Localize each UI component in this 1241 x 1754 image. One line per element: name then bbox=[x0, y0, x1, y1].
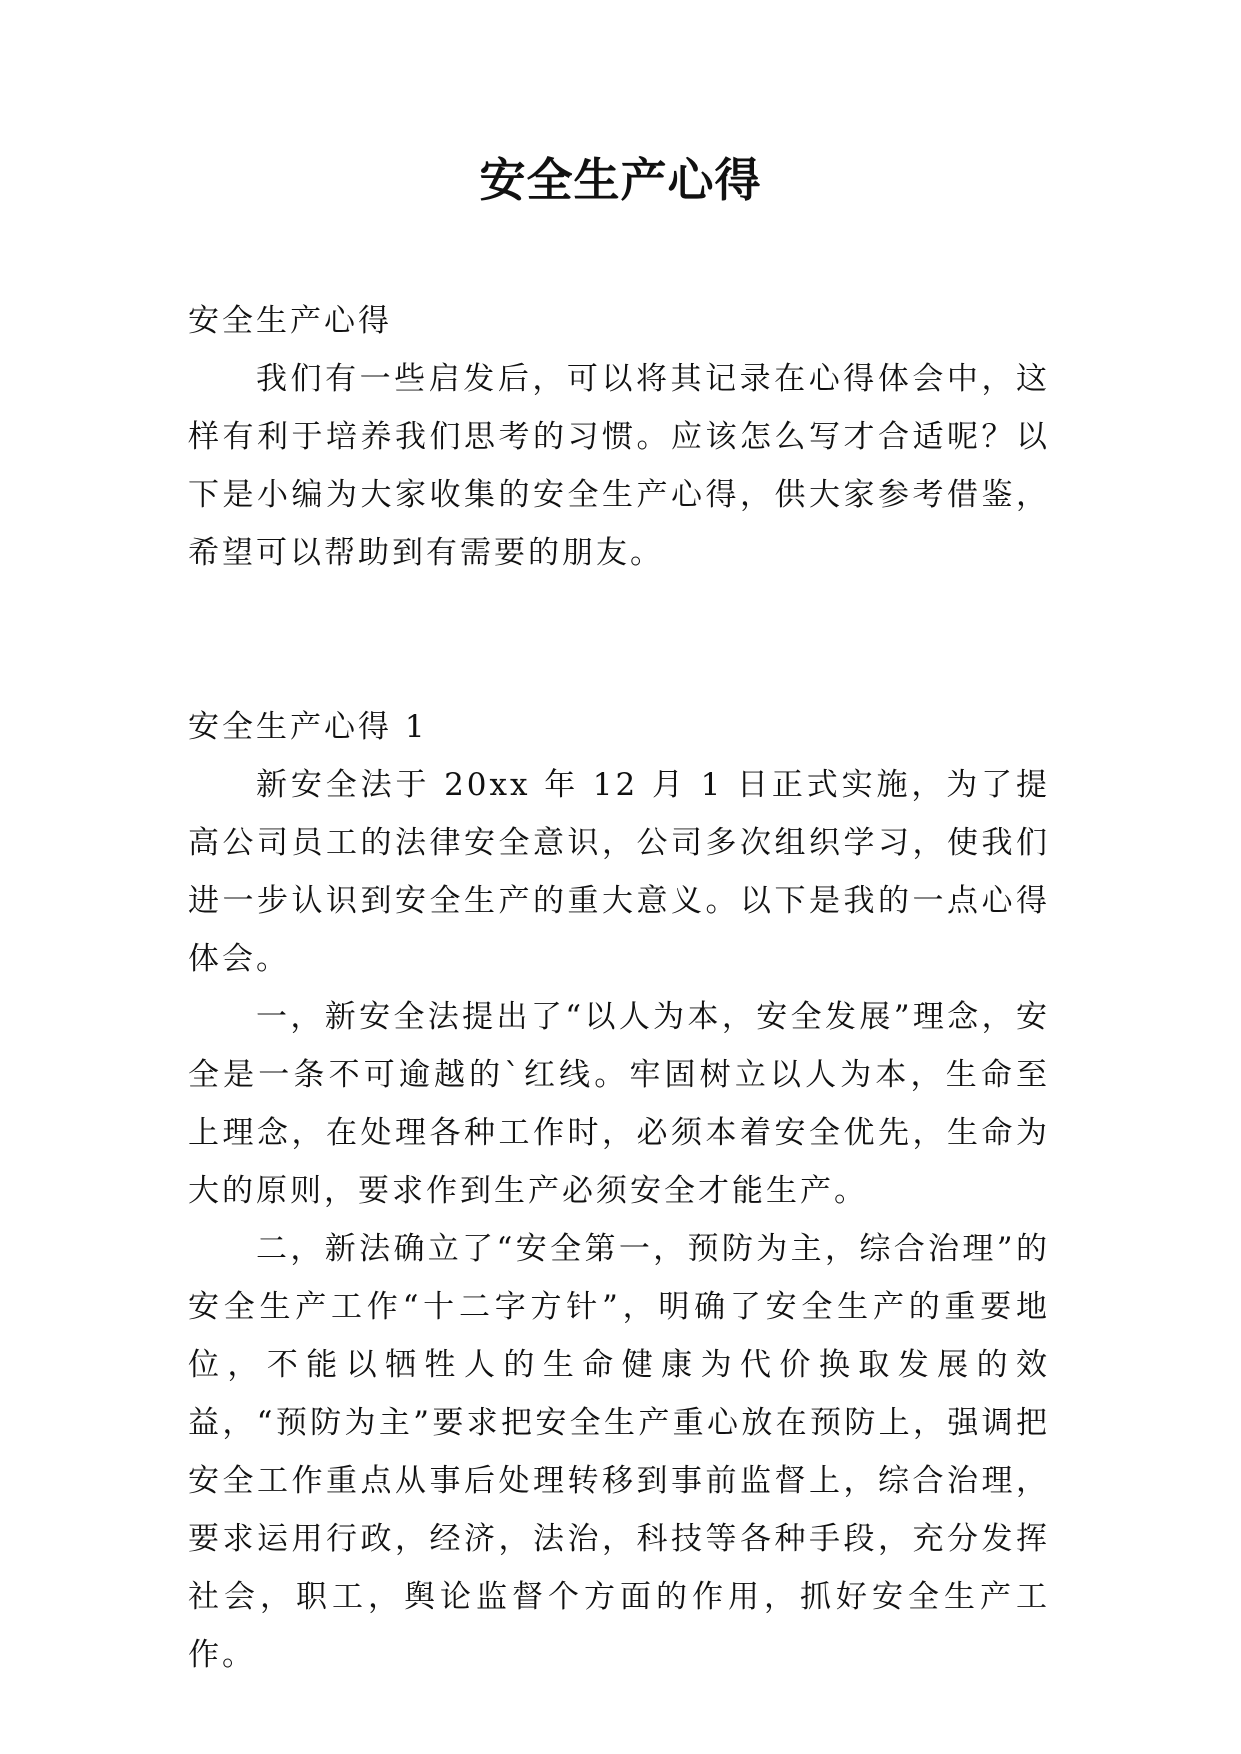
section1-paragraph-2: 一，新安全法提出了“以人为本，安全发展”理念，安全是一条不可逾越的`红线。牢固树立以人为本，生命至上理念，在处理各种工作时，必须本着安全优先，生命为大的原则，要求作到生产必须安全才能生产。 bbox=[188, 999, 1050, 1209]
section1-paragraph-1: 新安全法于 20xx 年 12 月 1 日正式实施，为了提高公司员工的法律安全意识，公司多次组织学习，使我们进一步认识到安全生产的重大意义。以下是我的一点心得体会。 bbox=[188, 767, 1050, 977]
section1-heading: 安全生产心得 1 bbox=[188, 709, 428, 745]
intro-heading: 安全生产心得 bbox=[188, 303, 392, 339]
document-body bbox=[188, 292, 1050, 1684]
section1-paragraph-3: 二，新法确立了“安全第一，预防为主，综合治理”的安全生产工作“十二字方针”，明确了安全生产的重要地位，不能以牺牲人的生命健康为代价换取发展的效益，“预防为主”要求把安全生产重心放在预防上，强调把安全工作重点从事后处理转移到事前监督上，综合治理，要求运用行政，经济，法治，科技等各种手段，充分发挥社会，职工，舆论监督个方面的作用，抓好安全生产工作。 bbox=[188, 1231, 1050, 1673]
intro-paragraph: 我们有一些启发后，可以将其记录在心得体会中，这样有利于培养我们思考的习惯。应该怎么写才合适呢？以下是小编为大家收集的安全生产心得，供大家参考借鉴，希望可以帮助到有需要的朋友。 bbox=[188, 361, 1050, 571]
section-spacer bbox=[188, 582, 1050, 698]
document-title: 安全生产心得 bbox=[479, 153, 762, 207]
